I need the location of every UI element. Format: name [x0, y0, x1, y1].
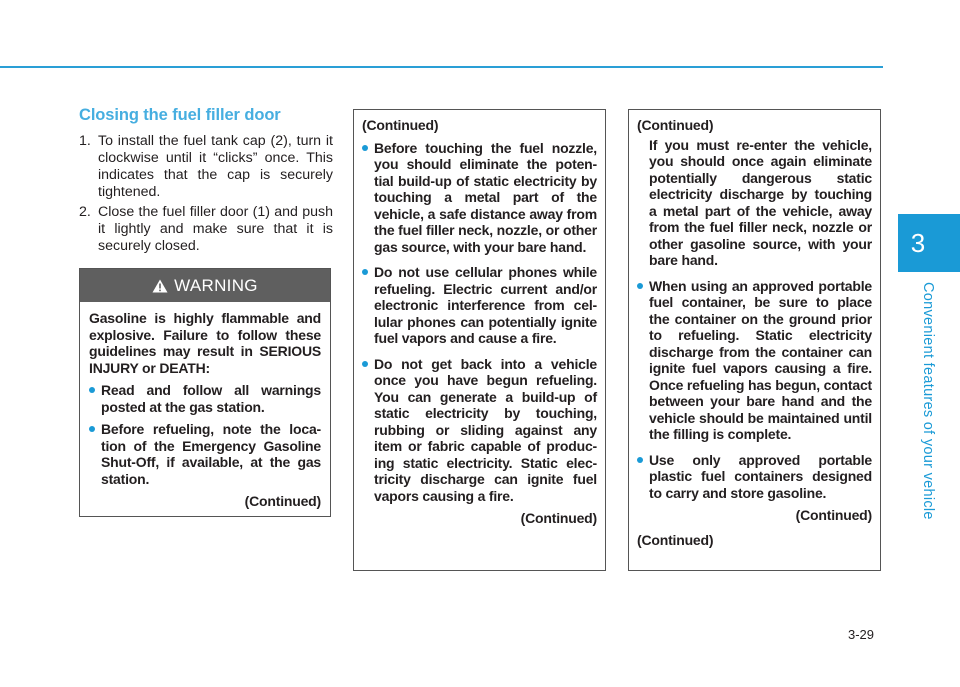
- box2-body: [354, 110, 605, 527]
- section-title: Closing the fuel filler door: [79, 106, 281, 124]
- box3-indented-paragraph: If you must re-enter the vehicle, you should once again eliminate potentially dangerous static electricity discharge by touching a metal part of the vehicle, away from the fuel filler neck, nozzle or other gasoline source, with your bare hand.: [649, 136, 872, 268]
- step-text: Close the fuel filler door (1) and push it lightly and make sure that it is securely closed.: [98, 204, 333, 254]
- chapter-tab: [898, 214, 960, 272]
- step-number: 1.: [79, 133, 91, 149]
- step-number: 2.: [79, 204, 91, 220]
- step-2: [79, 204, 333, 255]
- chapter-title: Convenient features of your vehicle: [920, 282, 936, 520]
- steps-list: [79, 133, 333, 258]
- warning-label: WARNING: [174, 275, 258, 295]
- box3-bullet: When using an approved portable fuel container, be sure to place the container on the ground prior to refueling. Static electricity discharge from the container can ignite fuel vapors causing a fire. Once refueling has begun, contact between your bare hand and the vehicle should be maintained until the filling is complete.: [637, 278, 872, 443]
- page-number: 3-29: [848, 627, 875, 642]
- header-rule: [0, 66, 883, 68]
- box3-bullet: Use only approved portable plastic fuel containers designed to carry and store gasoline.: [637, 452, 872, 502]
- chapter-number: 3: [910, 228, 926, 258]
- continued-label: (Continued): [244, 493, 321, 509]
- continued-heading: (Continued): [637, 117, 714, 133]
- warning-bullet: Read and follow all warnings posted at the gas station.: [89, 382, 321, 415]
- step-1: [79, 133, 333, 201]
- continued-label: (Continued): [520, 510, 597, 526]
- box3-body: [629, 110, 880, 548]
- continued-label: (Continued): [795, 507, 872, 523]
- box2-bullet: Do not get back into a vehicle once you have begun refueling. You can generate a build-up of static electricity by touching, rubbing or sliding against any item or fabric capable of produc-ing static electricity. Static elec-tricity discharge can ignite fuel vapors causing a fire.: [362, 356, 597, 505]
- continued-label-bottom: (Continued): [637, 531, 714, 548]
- warning-body: [80, 302, 330, 510]
- box2-bullet: Before touching the fuel nozzle, you should eliminate the poten-tial build-up of static electricity by touching a metal part of the vehicle, a safe distance away from the fuel filler neck, nozzle, or other gas source, with your bare hand.: [362, 140, 597, 256]
- step-text: To install the fuel tank cap (2), turn it clockwise until it “clicks” once. This indicates that the cap is securely tightened.: [98, 133, 333, 200]
- warning-header: [80, 269, 330, 302]
- warning-box: [79, 268, 331, 517]
- warning-bullet: Before refueling, note the loca-tion of the Emergency Gasoline Shut-Off, if available, at the gas station.: [89, 421, 321, 487]
- box2-bullet: Do not use cellular phones while refueling. Electric current and/or electronic interference from cel-lular phones can potentially ignite fuel vapors and cause a fire.: [362, 264, 597, 347]
- warning-triangle-icon: [152, 279, 168, 293]
- warning-intro: Gasoline is highly flammable and explosive. Failure to follow these guidelines may result in SERIOUS INJURY or DEATH:: [89, 310, 321, 376]
- continued-box-2: [353, 109, 606, 571]
- continued-heading: (Continued): [362, 117, 439, 133]
- continued-box-3: [628, 109, 881, 571]
